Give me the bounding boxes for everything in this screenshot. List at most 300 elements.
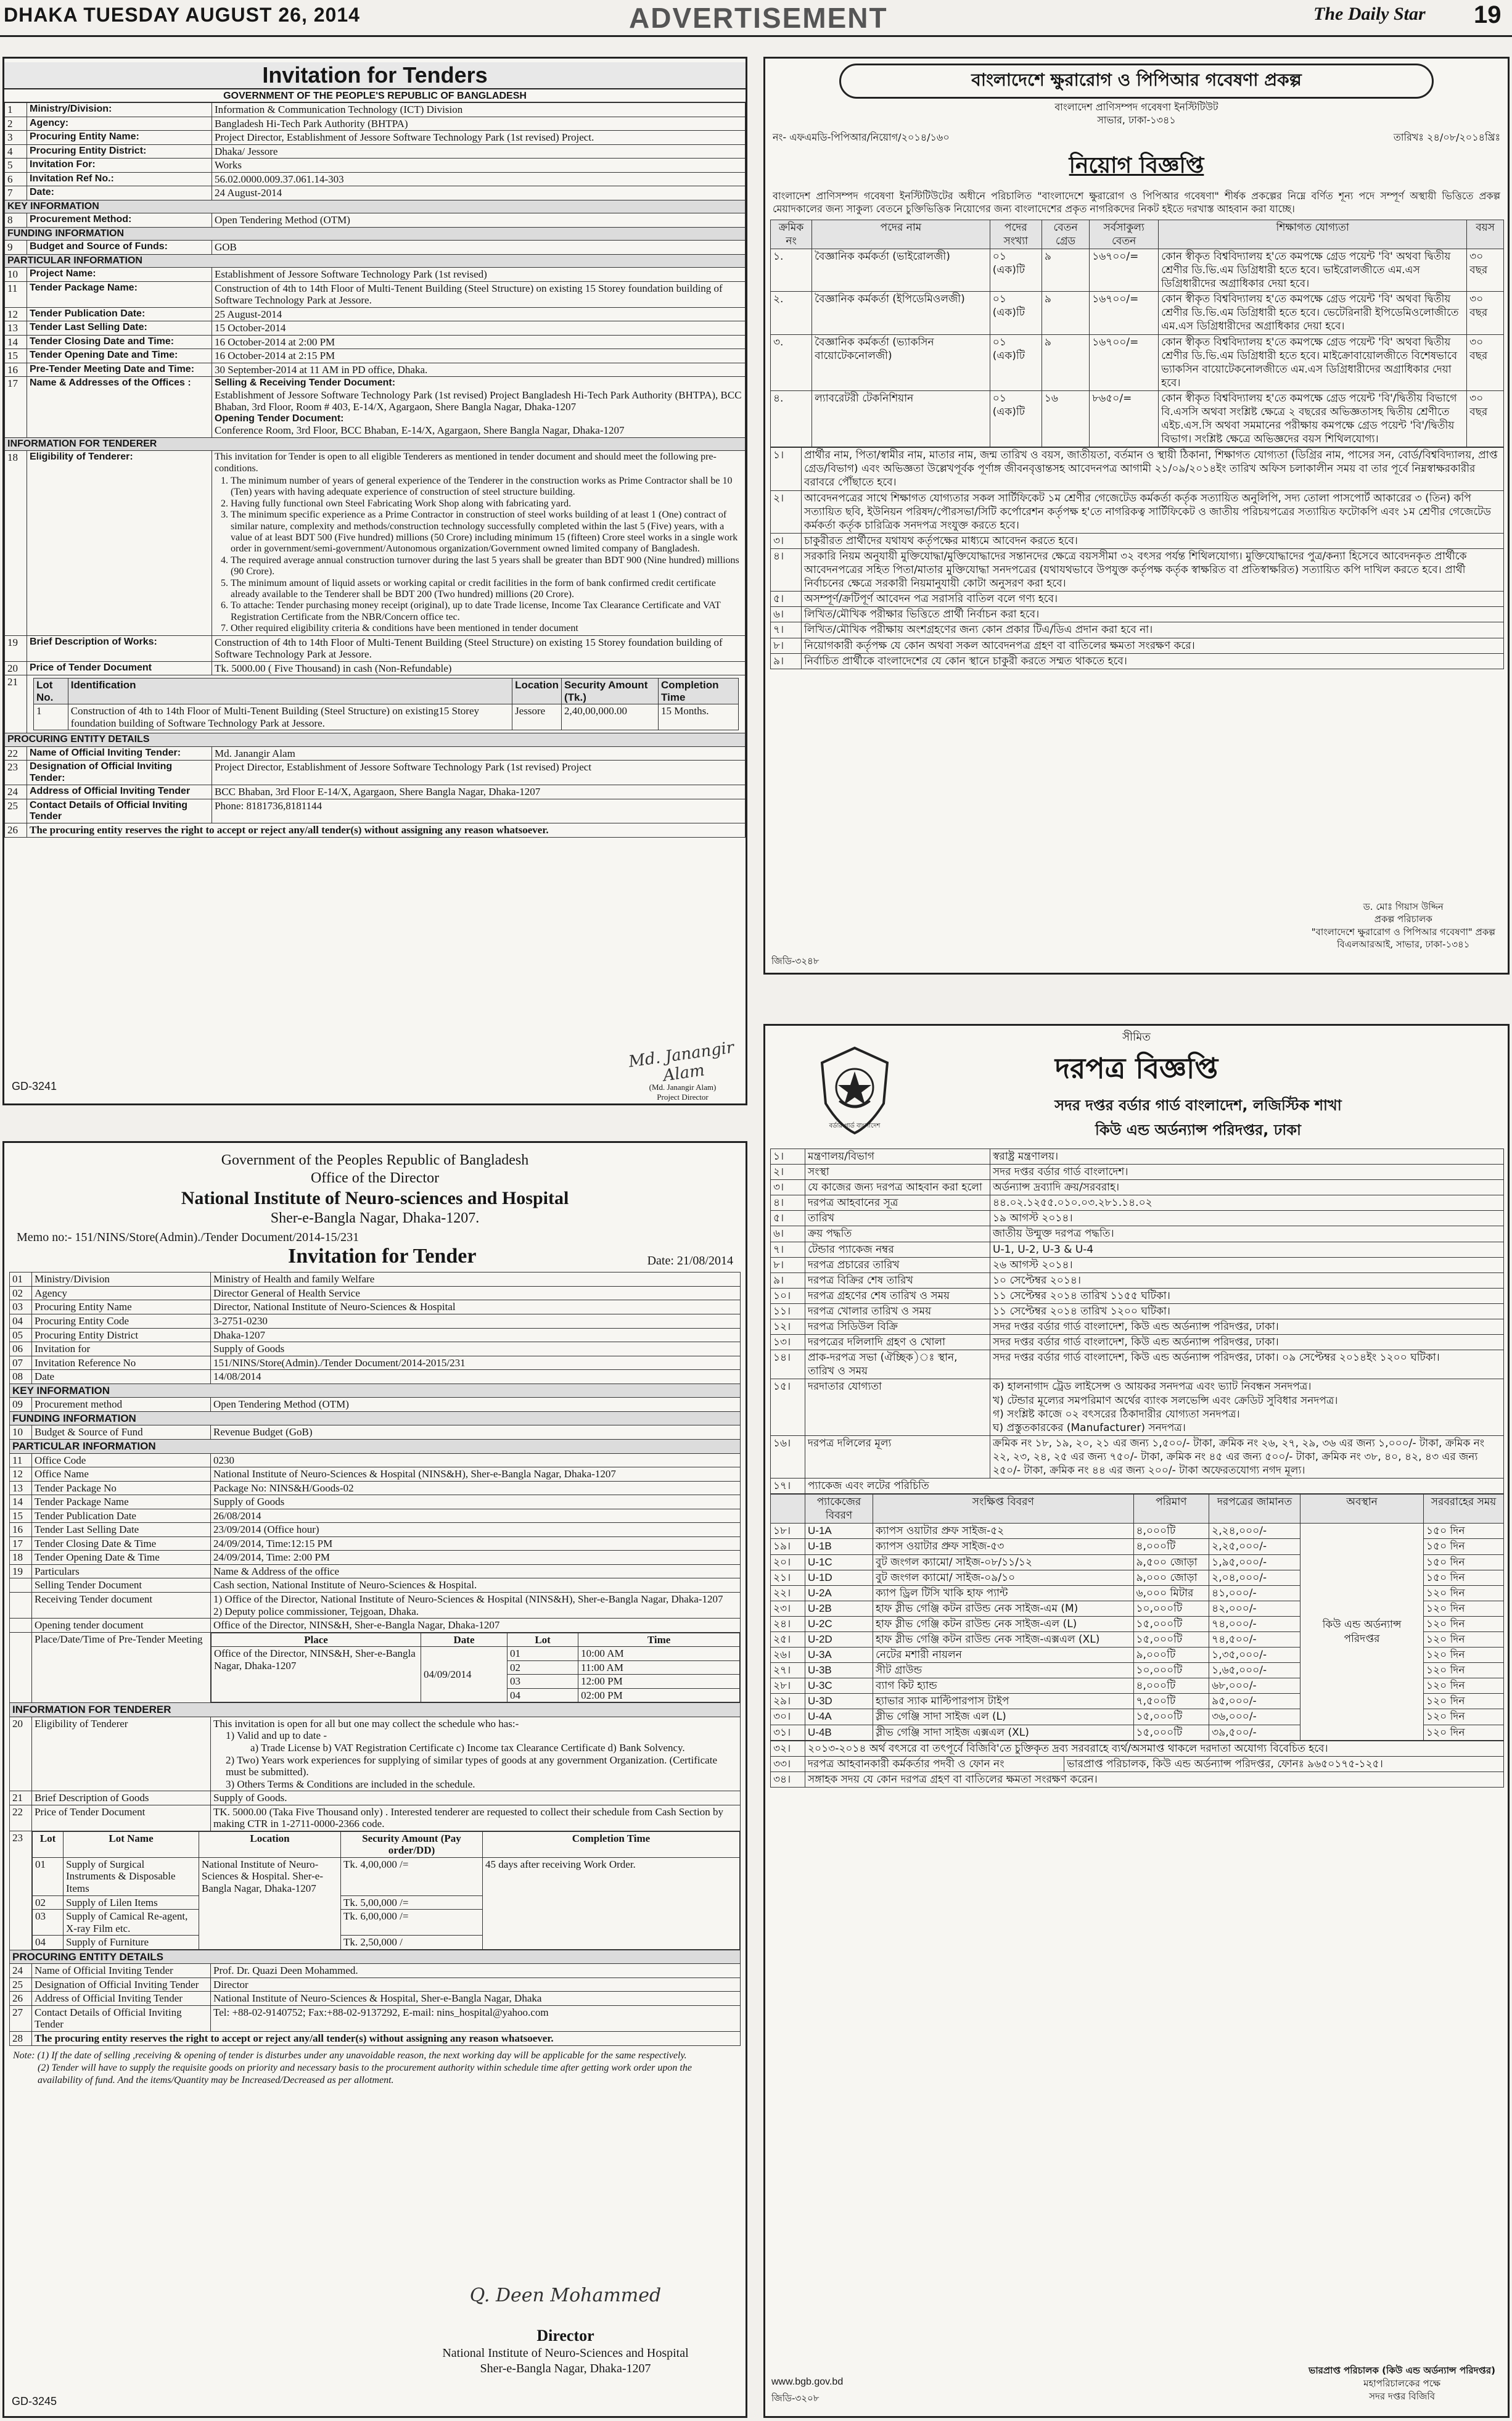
item-description: স্লীভ গেঞ্জি সাদা সাইজ এল (L)	[873, 1709, 1134, 1725]
table-row	[771, 292, 1504, 334]
item-security: ৬৮,০০০/-	[1209, 1678, 1300, 1694]
row-value: BCC Bhaban, 3rd Floor E-14/X, Agargaon, Shere Bangla Nagar, Dhaka-1207	[212, 785, 746, 799]
row-label: Office Name	[32, 1467, 211, 1482]
row-value: 24/09/2014, Time: 2:00 PM	[211, 1551, 741, 1565]
item-description: ক্যাপস ওয়াটার প্রুফ সাইজ-৫৩	[873, 1539, 1134, 1554]
table-row	[5, 103, 746, 117]
delivery-time: ১২০ দিন	[1424, 1725, 1504, 1740]
row-label: Pre-Tender Meeting Date and Time:	[27, 363, 212, 377]
row-number: 9	[5, 241, 27, 255]
lot-cell: 2,40,00,000.00	[561, 704, 658, 730]
row-label: Tender Publication Date:	[27, 307, 212, 321]
table-row	[5, 661, 746, 675]
ad-title: Invitation for Tender	[288, 1245, 477, 1268]
post-cell: ০১ (এক)টি	[990, 390, 1042, 447]
row-number: ১৩।	[771, 1335, 805, 1350]
row-label: Address of Official Inviting Tender	[27, 785, 212, 799]
post-cell: ০১ (এক)টি	[990, 334, 1042, 390]
item-security: ৭৪,৫০০/-	[1209, 1632, 1300, 1648]
package-code: U-1A	[805, 1524, 873, 1539]
row-number: 15	[5, 349, 27, 363]
delivery-time: ১২০ দিন	[1424, 1694, 1504, 1709]
row-number: 20	[5, 661, 27, 675]
item-description: হাফ স্লীভ গেঞ্জি কটন রাউন্ড নেক সাইজ-এক্সএল (XL)	[873, 1632, 1134, 1648]
condition-number: ৮।	[771, 638, 802, 653]
table-row	[771, 1288, 1504, 1303]
row-value: 24 August-2014	[212, 186, 746, 200]
row-text: ২০১৩-২০১৪ অর্থ বৎসরে বা তৎপূর্বে বিজিবি'তে চুক্তিকৃত দ্রব্য সরবরাহে ব্যর্থ/অসমাপ্ত থাকলে দরদাতা অযোগ্য বিবেচিত হবে।	[805, 1741, 1504, 1756]
item-quantity: ৪,০০০টি	[1133, 1539, 1209, 1554]
post-cell: ৩০ বছর	[1467, 390, 1504, 447]
table-row	[10, 1992, 741, 2006]
column-header: Place	[212, 1633, 421, 1647]
condition-row	[771, 490, 1504, 533]
section-header: KEY INFORMATION	[5, 200, 746, 213]
table-row: 21 Lot No. Identification Location Security Amount (Tk.) Completion Time 1 Construction of 4th to 14th Floor of Multi-Tenent Building (Steel Structure) on existing15 Storey foundation building of Software Technology Park at Jessore. Jessore 2,40,00,000.00 15 Months.	[5, 675, 746, 733]
signature-block: ভারপ্রাপ্ত পরিচালক (কিউ এন্ড অর্ডন্যান্স পরিদপ্তর) মহাপরিচালকের পক্ষে সদর দপ্তর বিজিবি	[1309, 2365, 1495, 2402]
column-header: Date	[421, 1633, 507, 1647]
row-number: 24	[10, 1964, 32, 1978]
post-cell: বৈজ্ঞানিক কর্মকর্তা (ইপিডেমিওলজী)	[812, 292, 990, 334]
row-number: 11	[10, 1453, 32, 1467]
ad-code: GD-3245	[12, 2395, 57, 2407]
table-row	[5, 213, 746, 228]
lot-cell: Jessore	[512, 704, 562, 730]
row-value: 56.02.0000.009.37.061.14-303	[212, 172, 746, 186]
row-number: 14	[10, 1495, 32, 1509]
note-2: (2) Tender will have to supply the requisite goods on priority and necessary basis to the procurement authority within schedule time after getting work order upon the availability of fund. And the items/Quantity may be Increased/Decreased as per allotment.	[38, 2062, 692, 2085]
row-label: Tender Opening Date and Time:	[27, 349, 212, 363]
conditions-table	[770, 447, 1504, 669]
row-number: 25	[10, 1978, 32, 1992]
row-number: ২৯।	[771, 1694, 805, 1709]
row-number: 1	[5, 103, 27, 117]
row-number: 27	[10, 2005, 32, 2031]
table-row	[10, 1342, 741, 1356]
row-value: National Institute of Neuro-Sciences & Hospital, Sher-e-Bangla Nagar, Dhaka	[211, 1992, 741, 2006]
row-label: Tender Publication Date	[32, 1509, 211, 1523]
row-label: Office Code	[32, 1453, 211, 1467]
table-row	[771, 1335, 1504, 1350]
condition-text: নির্বাচিত প্রার্থীকে বাংলাদেশের যে কোন স্থানে চাকুরী করতে সম্মত থাকতে হবে।	[802, 653, 1504, 669]
table-row	[10, 1509, 741, 1523]
row-number: 21	[10, 1791, 32, 1805]
row-number: 13	[10, 1481, 32, 1495]
memo-number: নং- এফএমডি-পিপিআর/নিয়োগ/২০১৪/১৬০	[773, 131, 950, 143]
column-header: Lot No.	[34, 678, 68, 704]
post-cell: ১৬৭০০/=	[1090, 334, 1159, 390]
row-number: 09	[10, 1398, 32, 1412]
row-value: Phone: 8181736,8181144	[212, 799, 746, 823]
institute-name: National Institute of Neuro-sciences and Hospital	[181, 1187, 569, 1208]
row-value: GOB	[212, 241, 746, 255]
table-row	[10, 1356, 741, 1370]
delivery-location: কিউ এন্ড অর্ডন্যান্স পরিদপ্তর	[1300, 1524, 1424, 1740]
item-quantity: ৯,০০০ জোড়া	[1133, 1570, 1209, 1585]
table-row	[771, 1257, 1504, 1272]
items-table	[770, 1494, 1504, 1741]
row-label: তারিখ	[805, 1211, 990, 1226]
item-quantity: ৪,০০০টি	[1133, 1678, 1209, 1694]
row-value: ভারপ্রাপ্ত পরিচালক, কিউ এন্ড অর্ডন্যান্স পরিদপ্তর, ফোনঃ ৯৬৫০১৭৫-১২৫।	[1064, 1756, 1504, 1771]
row-label: Budget and Source of Funds:	[27, 241, 212, 255]
table-row	[5, 335, 746, 349]
row-value: অর্ডন্যান্স দ্রব্যাদি ক্রয়/সরবরাহ।	[990, 1180, 1504, 1195]
row-value: জাতীয় উন্মুক্ত দরপত্র পদ্ধতি।	[990, 1226, 1504, 1242]
table-row	[5, 186, 746, 200]
item-quantity: ৪,০০০টি	[1133, 1524, 1209, 1539]
row-number: ৩১।	[771, 1725, 805, 1740]
post-cell: ৯	[1042, 334, 1089, 390]
row-value: Project Director, Establishment of Jessore Software Technology Park (1st revised) Project	[212, 761, 746, 785]
condition-text: প্রার্থীর নাম, পিতা/স্বামীর নাম, মাতার নাম, জন্ম তারিখ ও বয়স, জাতীয়তা, বর্তমান ও স্থায়ী ঠিকানা, শিক্ষাগত যোগ্যতা (ডিগ্রির নাম, পাসের সন, বোর্ড/বিশ্ববিদ্যালয়, প্রাপ্ত গ্রেড/বিভাগ) এবং অভিজ্ঞতা উল্লেখপূর্বক পূর্ণাঙ্গ জীবনবৃত্তান্তসহ আবেদনপত্র আগামী ২১/০৯/২০১৪ইং তারিখ অফিস চলাকালীন সময় বা তার পূর্বে নিম্নস্বাক্ষরকারীর বরাবরে পৌঁছাতে হবে।	[802, 448, 1504, 490]
item-description: স্লীভ গেঞ্জি সাদা সাইজ এক্সএল (XL)	[873, 1725, 1134, 1740]
row-number: ২৩।	[771, 1601, 805, 1616]
table-row	[5, 321, 746, 336]
table-row	[771, 1165, 1504, 1180]
item-security: ১,৯৫,০০০/-	[1209, 1554, 1300, 1570]
condition-row	[771, 533, 1504, 548]
delivery-time: ১৫০ দিন	[1424, 1570, 1504, 1585]
column-header: Lot	[507, 1633, 578, 1647]
row-number: 7	[5, 186, 27, 200]
lot-table: Lot Lot Name Location Security Amount (Pay order/DD) Completion Time 01 Supply of Surgical Instruments & Disposable Items National Institute of Neuro-Sciences & Hospital. Sher-e-Bangla Nagar, Dhaka-1207 Tk. 4,00,000 /= 45 days after receiving Work Order. 02 Supply of Lilen Items Tk. 5,00,000 /= 03 Supply of Camical Re-agent, X-ray Film etc. Tk. 6,00,000 /= 04 Supply of Furniture Tk. 2,50,000 /	[32, 1831, 740, 1950]
row-value: 0230	[211, 1453, 741, 1467]
condition-row	[771, 638, 1504, 653]
tender-table: 01 Ministry/Division Ministry of Health and family Welfare 02 Agency Director General of Health Service 03 Procuring Entity Name Director, National Institute of Neuro-Sciences & Hospital 04 Procuring Entity Code 3-2751-0230 05 Procuring Entity District Dhaka-1207 06 Invitation for Supply of Goods 07 Invitation Reference No 151/NINS/Store(Admin)./Tender Document/2014-2015/231 08 Date 14/08/2014 KEY INFORMATION 09 Procurement method Open Tendering Method (OTM) FUNDING INFORMATION 10 Budget & Source of Fund Revenue Budget (GoB) PARTICULAR INFORMATION 11 Office Code 0230 12 Office Name National Institute of Neuro-Sciences & Hospital (NINS&H), Sher-e-Bangla Nagar, Dhaka-1207 13 Tender Package No Package No: NINS&H/Goods-02 14 Tender Package Name Supply of Goods 15 Tender Publication Date 26/08/2014 16 Tender Last Selling Date 23/09/2014 (Office hour) 17 Tender Closing Date & Time 24/09/2014, Time:12:15 PM 18 Tender Opening Date & Time 24/09/2014, Time: 2:00 PM 19 Particulars Name & Address of the office Selling Tender Document Cash section, National Institute of Neuro-Sciences & Hospital. Receiving Tender document 1) Office of the Director, National Institute of Neuro-Sciences & Hospital (NINS&H), Sher-e-Bangla Nagar, Dhaka-1207 2) Deputy police commissioner, Tejgoan, Dhaka. Opening tender document Office of the Director, NINS&H, Sher-e-Bangla Nagar, Dhaka-1207 Place/Date/Time of Pre-Tender Meeting Place Date Lot Time Office of the Director, NINS&H, Sher-e-Bangla Nagar, Dhaka-1207 04/09/2014 01 10:00 AM 02 11:00 AM 03 12:00 PM 04 02:00 PM INFORMATION FOR TENDERER 20 Eligibility of Tenderer This invitation is open for all but one may collect the schedule who has:- 1) Valid and up to date - a) Trade License b) VAT Registration Certificate c) Income tax Clearance Certificate d) Bank Solvency. 2) Two) Years work experiences for supplying of similar types of goods at any government Organization. (Certificate must be submitted). 3) Others Terms & Conditions are included in the schedule. 21 Brief Description of Goods Supply of Goods. 22 Price of Tender Document TK. 5000.00 (Taka Five Thousand only) . Interested tenderer are requested to collect their schedule from Cash Section by making CTR in 1-2711-0000-2366 code. 23 Lot Lot Name Location Security Amount (Pay order/DD) Completion Time 01 Supply of Surgical Instruments & Disposable Items National Institute of Neuro-Sciences & Hospital. Sher-e-Bangla Nagar, Dhaka-1207 Tk. 4,00,000 /= 45 days after receiving Work Order. 02 Supply of Lilen Items Tk. 5,00,000 /= 03 Supply of Camical Re-agent, X-ray Film etc. Tk. 6,00,000 /= 04 Supply of Furniture Tk. 2,50,000 / PROCURING ENTITY DETAILS 24 Name of Official Inviting Tender Prof. Dr. Quazi Deen Mohammed. 25 Designation of Official Inviting Tender Director 26 Address of Official Inviting Tender National Institute of Neuro-Sciences & Hospital, Sher-e-Bangla Nagar, Dhaka 27 Contact Details of Official Inviting Tender Tel: +88-02-9140752; Fax:+88-02-9137292, E-mail: nins_hospital@yahoo.com 28 The procuring entity reserves the right to accept or reject any/all tender(s) without assigning any reason whatsoever.	[9, 1272, 741, 2045]
item-description: নেটের মশারী নায়লন	[873, 1648, 1134, 1663]
row-label: Agency	[32, 1286, 211, 1300]
row-label: Contact Details of Official Inviting Tender	[32, 2005, 211, 2031]
eligibility-item: 1. The minimum number of years of general experience of the Tenderer in the construction works as Prime Contractor shall be 10 (Ten) years with having adequate experience of construction of steel structure building.	[231, 476, 742, 498]
column-header: Security Amount (Pay order/DD)	[341, 1831, 483, 1857]
row-number: ১৪।	[771, 1350, 805, 1379]
package-code: U-4A	[805, 1709, 873, 1725]
post-cell: ৩০ বছর	[1467, 292, 1504, 334]
table-row	[10, 1964, 741, 1978]
table-row: 17 Name & Addresses of the Offices : Selling & Receiving Tender Document: Establishment of Jessore Software Technology Park (1st revised) Project Bangladesh Hi-Tech Park Authority (BHTPA), BCC Bhaban, 3rd Floor, Room # 403, E-14/X, Agargaon, Shere Bangla Nagar, Dhaka-1207 Opening Tender Document: Conference Room, 3rd Floor, BCC Bhaban, E-14/X, Agargaon, Shere Bangla Nagar, Dhaka-1207	[5, 377, 746, 437]
column-header: পদের সংখ্যা	[990, 220, 1042, 249]
row-number: ২০।	[771, 1554, 805, 1570]
delivery-time: ১২০ দিন	[1424, 1585, 1504, 1601]
row-label: Invitation Ref No.:	[27, 172, 212, 186]
row-value: ১৯ আগস্ট ২০১৪।	[990, 1211, 1504, 1226]
row-label: টেন্ডার প্যাকেজ নম্বর	[805, 1242, 990, 1257]
post-cell: ৮৬৫০/=	[1090, 390, 1159, 447]
delivery-time: ১২০ দিন	[1424, 1601, 1504, 1616]
row-number: ১৮।	[771, 1524, 805, 1539]
column-header: Identification	[68, 678, 512, 704]
row-value: 16 October-2014 at 2:15 PM	[212, 349, 746, 363]
row-label: Tender Package Name:	[27, 281, 212, 307]
posts-table	[770, 220, 1504, 448]
table-row	[5, 144, 746, 159]
row-number: ১৯।	[771, 1539, 805, 1554]
row-number: 14	[5, 335, 27, 349]
row-label: দরপত্র গ্রহণের শেষ তারিখ ও সময়	[805, 1288, 990, 1303]
row-value: Md. Janangir Alam	[212, 746, 746, 761]
condition-number: ৩।	[771, 533, 802, 548]
column-header	[771, 1495, 805, 1524]
table-row	[771, 1319, 1504, 1335]
row-value: 24/09/2014, Time:12:15 PM	[211, 1536, 741, 1551]
row-label: যে কাজের জন্য দরপত্র আহবান করা হলো	[805, 1180, 990, 1195]
row-value: Works	[212, 159, 746, 173]
table-row	[5, 241, 746, 255]
table-row	[771, 1303, 1504, 1319]
row-value: TK. 5000.00 (Taka Five Thousand only) . Interested tenderer are requested to collect their schedule from Cash Section by making CTR in 1-2711-0000-2366 code.	[211, 1805, 741, 1831]
row-label: দরপত্র প্রচারের তারিখ	[805, 1257, 990, 1272]
table-row	[771, 1771, 1504, 1787]
row-value: সদর দপ্তর বর্ডার গার্ড বাংলাদেশ, কিউ এন্ড অর্ডন্যান্স পরিদপ্তর, ঢাকা।	[990, 1335, 1504, 1350]
table-row	[771, 334, 1504, 390]
table-row	[5, 363, 746, 377]
column-header: সর্বসাকুল্য বেতন	[1090, 220, 1159, 249]
row-label: ক্রয় পদ্ধতি	[805, 1226, 990, 1242]
row-label: Procuring Entity District	[32, 1328, 211, 1342]
section-header: INFORMATION FOR TENDERER	[5, 437, 746, 450]
item-security: ২,০৪,০০০/-	[1209, 1570, 1300, 1585]
signature: Md. Janangir Alam	[627, 1038, 736, 1086]
package-code: U-2C	[805, 1616, 873, 1631]
item-description: হাফ স্লীভ গেঞ্জি কটন রাউন্ড নেক সাইজ-এম (M)	[873, 1601, 1134, 1616]
row-value: 3-2751-0230	[211, 1314, 741, 1329]
column-header: ক্রমিক নং	[771, 220, 812, 249]
item-row	[771, 1524, 1504, 1539]
table-row	[10, 1791, 741, 1805]
delivery-time: ১২০ দিন	[1424, 1632, 1504, 1648]
table-row	[771, 1350, 1504, 1379]
row-label: মন্ত্রণালয়/বিভাগ	[805, 1149, 990, 1165]
row-label: Name of Official Inviting Tender	[32, 1964, 211, 1978]
row-number: 4	[5, 144, 27, 159]
column-header: Location	[199, 1831, 341, 1857]
package-code: U-3D	[805, 1694, 873, 1709]
item-security: ৪১,০০০/-	[1209, 1585, 1300, 1601]
column-header: Time	[578, 1633, 740, 1647]
row-number: ৮।	[771, 1257, 805, 1272]
lot-cell: 1	[34, 704, 68, 730]
table-row	[5, 761, 746, 785]
row-value: Tel: +88-02-9140752; Fax:+88-02-9137292, E-mail: nins_hospital@yahoo.com	[211, 2005, 741, 2031]
ad-subtitle-1: সদর দপ্তর বর্ডার গার্ড বাংলাদেশ, লজিস্টিক শাখা	[1054, 1097, 1342, 1114]
package-code: U-1C	[805, 1554, 873, 1570]
row-number: ৩২।	[771, 1741, 805, 1756]
column-header: শিক্ষাগত যোগ্যতা	[1159, 220, 1467, 249]
table-row	[10, 1453, 741, 1467]
table-row	[10, 1495, 741, 1509]
lot-cell: 15 Months.	[659, 704, 739, 730]
row-value: Construction of 4th to 14th Floor of Multi-Tenent Building (Steel Structure) on existing 15 Storey foundation building of Software Technology Park at Jessore.	[212, 281, 746, 307]
ad-title: দরপত্র বিজ্ঞপ্তি	[1054, 1052, 1218, 1085]
section-header: PARTICULAR INFORMATION	[5, 254, 746, 267]
ad-code: GD-3241	[12, 1080, 57, 1092]
memo-date: Date: 21/08/2014	[647, 1254, 733, 1268]
row-number: 22	[5, 746, 27, 761]
post-cell: কোন স্বীকৃত বিশ্ববিদ্যালয় হ'তে কমপক্ষে গ্রেড পয়েন্ট 'বি' অথবা দ্বিতীয় শ্রেণীর ডি.ভি.এম ডিগ্রিধারী হতে হবে। ভেটেরিনারী ইপিডেমিওলোজীতে এম.এস ডিগ্রিধারীদের অগ্রাধিকার দেয়া হবে।	[1159, 292, 1467, 334]
row-label: Procurement method	[32, 1398, 211, 1412]
eligibility-item: 4. The required average annual construction turnover during the last 5 years shall be greater than BDT 900 (Nine hundred) millions (90 Crore).	[231, 555, 742, 578]
post-cell: ল্যাবরেটরী টেকনিশিয়ান	[812, 390, 990, 447]
row-number: ২৬।	[771, 1648, 805, 1663]
row-number: ৩৪।	[771, 1771, 805, 1787]
row-value: Ministry of Health and family Welfare	[211, 1272, 741, 1287]
condition-row	[771, 448, 1504, 490]
item-security: ৩৬,০০০/-	[1209, 1709, 1300, 1725]
condition-row	[771, 607, 1504, 622]
row-number: ২৫।	[771, 1632, 805, 1648]
table-row	[10, 1300, 741, 1314]
row-value: ১০ সেপ্টেম্বর ২০১৪।	[990, 1272, 1504, 1288]
row-value: Revenue Budget (GoB)	[211, 1425, 741, 1440]
row-value: ১১ সেপ্টেম্বর ২০১৪ তারিখ ১১৫৫ ঘটিকা।	[990, 1288, 1504, 1303]
row-number: 16	[10, 1523, 32, 1537]
table-row	[10, 1978, 741, 1992]
table-row	[10, 1370, 741, 1384]
tender-table: ১। মন্ত্রণালয়/বিভাগ স্বরাষ্ট্র মন্ত্রণালয়। ২। সংস্থা সদর দপ্তর বর্ডার গার্ড বাংলাদেশ। ৩। যে কাজের জন্য দরপত্র আহবান করা হলো অর্ডন্যান্স দ্রব্যাদি ক্রয়/সরবরাহ। ৪। দরপত্র আহবানের সূত্র ৪৪.০২.১২৫৫.০১০.০৩.২৮১.১৪.০২ ৫। তারিখ ১৯ আগস্ট ২০১৪। ৬। ক্রয় পদ্ধতি জাতীয় উন্মুক্ত দরপত্র পদ্ধতি। ৭। টেন্ডার প্যাকেজ নম্বর U-1, U-2, U-3 & U-4 ৮। দরপত্র প্রচারের তারিখ ২৬ আগস্ট ২০১৪। ৯। দরপত্র বিক্রির শেষ তারিখ ১০ সেপ্টেম্বর ২০১৪। ১০। দরপত্র গ্রহণের শেষ তারিখ ও সময় ১১ সেপ্টেম্বর ২০১৪ তারিখ ১১৫৫ ঘটিকা। ১১। দরপত্র খোলার তারিখ ও সময় ১১ সেপ্টেম্বর ২০১৪ তারিখ ১২০০ ঘটিকা। ১২। দরপত্র সিডিউল বিক্রি সদর দপ্তর বর্ডার গার্ড বাংলাদেশ, কিউ এন্ড অর্ডন্যান্স পরিদপ্তর, ঢাকা। ১৩। দরপত্রের দলিলাদি গ্রহণ ও খোলা সদর দপ্তর বর্ডার গার্ড বাংলাদেশ, কিউ এন্ড অর্ডন্যান্স পরিদপ্তর, ঢাকা। ১৪। প্রাক-দরপত্র সভা (ঐচ্ছিক)ঃ স্থান, তারিখ ও সময় সদর দপ্তর বর্ডার গার্ড বাংলাদেশ, কিউ এন্ড অর্ডন্যান্স পরিদপ্তর, ঢাকা। ০৯ সেপ্টেম্বর ২০১৪ইং ১২০০ ঘটিকা। ১৫। দরদাতার যোগ্যতা ক) হালনাগাদ ট্রেড লাইসেন্স ও আয়কর সনদপত্র এবং ভ্যাট নিবন্ধন সনদপত্র। খ) টেন্ডার মূল্যের সমপরিমাণ অর্থের ব্যাংক সলভেন্সি এবং ক্রেডিট সুবিধার সনদপত্র। গ) সংশ্লিষ্ট কাজে ০২ বৎসরের ঠিকাদারীর যোগ্যতা সনদপত্র। ঘ) প্রস্তুতকারকের (Manufacturer) সনদপত্র। ১৬। দরপত্র দলিলের মূল্য ক্রমিক নং ১৮, ১৯, ২০, ২১ এর জন্য ১,৫০০/- টাকা, ক্রমিক নং ২৬, ২৭, ২৯, ৩৬ এর জন্য ১,০০০/- টাকা, ক্রমিক নং ২২, ২৩, ২৪, ২৫ এর জন্য ৭৫০/- টাকা, ক্রমিক নং ৪৫ এর জন্য ৫০০/- টাকা, ক্রমিক নং ৩৮, ৪০, ৪২, ৪৩ এর জন্য ২৫০/- টাকা, ক্রমিক নং ৪৪ এর জন্য ২০০/- টাকা অফেরতযোগ্য নগদ মূল্য। ১৭। প্যাকেজ এবং লটের পরিচিতি	[770, 1149, 1504, 1494]
row-value: Package No: NINS&H/Goods-02	[211, 1481, 741, 1495]
row-label: Project Name:	[27, 268, 212, 282]
table-row	[5, 117, 746, 131]
delivery-time: ১২০ দিন	[1424, 1616, 1504, 1631]
row-text: সঙ্গাহক সদয় যে কোন দরপত্র গ্রহণ বা বাতিলের ক্ষমতা সংরক্ষণ করেন।	[805, 1771, 1504, 1787]
recruitment-ad: বাংলাদেশে ক্ষুরারোগ ও পিপিআর গবেষণা প্রকল্প বাংলাদেশ প্রাণিসম্পদ গবেষণা ইনস্টিটিউট সাভার, ঢাকা-১৩৪১ নং- এফএমডি-পিপিআর/নিয়োগ/২০১৪/১৬০ তারিখঃ ২৪/০৮/২০১৪খ্রিঃ নিয়োগ বিজ্ঞপ্তি বাংলাদেশ প্রাণিসম্পদ গবেষণা ইনস্টিটিউটের অধীনে পরিচালিত "বাংলাদেশে ক্ষুরারোগ ও পিপিআর গবেষণা" শীর্ষক প্রকল্পের নিম্নে বর্ণিত শূন্য পদে সম্পূর্ণ অস্থায়ী ভিত্তিতে প্রকল্প মেয়াদকালের জন্য সাকুল্য বেতনে চুক্তিভিত্তিক নিয়োগের জন্য বাংলাদেশের প্রকৃত নাগরিকদের নিকট হইতে দরখাস্ত আহবান করা যাচ্ছে। ক্রমিক নং পদের নাম পদের সংখ্যা বেতন গ্রেড সর্বসাকুল্য বেতন শিক্ষাগত যোগ্যতা বয়স ১. বৈজ্ঞানিক কর্মকর্তা (ভাইরোলজী) ০১ (এক)টি ৯ ১৬৭০০/= কোন স্বীকৃত বিশ্ববিদ্যালয় হ'তে কমপক্ষে গ্রেড পয়েন্ট 'বি' অথবা দ্বিতীয় শ্রেণীর ডি.ভি.এম ডিগ্রিধারী হতে হবে। ভাইরোলজীতে এম.এস ডিগ্রিধারীদের অগ্রাধিকার দেয়া হবে। ৩০ বছর ২. বৈজ্ঞানিক কর্মকর্তা (ইপিডেমিওলজী) ০১ (এক)টি ৯ ১৬৭০০/= কোন স্বীকৃত বিশ্ববিদ্যালয় হ'তে কমপক্ষে গ্রেড পয়েন্ট 'বি' অথবা দ্বিতীয় শ্রেণীর ডি.ভি.এম ডিগ্রিধারী হতে হবে। ভেটেরিনারী ইপিডেমিওলোজীতে এম.এস ডিগ্রিধারীদের অগ্রাধিকার দেয়া হবে। ৩০ বছর ৩. বৈজ্ঞানিক কর্মকর্তা (ভ্যাকসিন বায়োটেকনোলজী) ০১ (এক)টি ৯ ১৬৭০০/= কোন স্বীকৃত বিশ্ববিদ্যালয় হ'তে কমপক্ষে গ্রেড পয়েন্ট 'বি' অথবা দ্বিতীয় শ্রেণীর ডি.ভি.এম ডিগ্রিধারী হতে হবে। মাইক্রোবায়োলজীতে বিশেষভাবে ভ্যাকসিন বায়োটেকনোলজীতে এম.এস ডিগ্রিধারীদের অগ্রাধিকার দেয়া হবে। ৩০ বছর ৪. ল্যাবরেটরী টেকনিশিয়ান ০১ (এক)টি ১৬ ৮৬৫০/= কোন স্বীকৃত বিশ্ববিদ্যালয় হ'তে কমপক্ষে গ্রেড পয়েন্ট 'বি'/দ্বিতীয় বিভাগে বি.এসসি অথবা সংশ্লিষ্ট ক্ষেত্রে ২ বছরের অভিজ্ঞতাসহ দ্বিতীয় শ্রেণীতে এইচ.এস.সি অথবা সমমানের পরীক্ষায় কমপক্ষে গ্রেড পয়েন্ট 'বি'/দ্বিতীয় বিভাগ। সংশ্লিষ্ট ক্ষেত্রে অভিজ্ঞদের বয়স শিথিলযোগ্য। ৩০ বছর ১। প্রার্থীর নাম, পিতা/স্বামীর নাম, মাতার নাম, জন্ম তারিখ ও বয়স, জাতীয়তা, বর্তমান ও স্থায়ী ঠিকানা, শিক্ষাগত যোগ্যতা (ডিগ্রির নাম, পাসের সন, বোর্ড/বিশ্ববিদ্যালয়, প্রাপ্ত গ্রেড/বিভাগ) এবং অভিজ্ঞতা উল্লেখপূর্বক পূর্ণাঙ্গ জীবনবৃত্তান্তসহ আবেদনপত্র আগামী ২১/০৯/২০১৪ইং তারিখ অফিস চলাকালীন সময় বা তার পূর্বে নিম্নস্বাক্ষরকারীর বরাবরে পৌঁছাতে হবে। ২। আবেদনপত্রের সাথে শিক্ষাগত যোগ্যতার সকল সার্টিফিকেট ১ম শ্রেণীর গেজেটেড কর্মকর্তা কর্তৃক সত্যায়িত অনুলিপি, সদ্য তোলা পাসপোর্ট আকারের ৩ (তিন) কপি সত্যায়িত ছবি, ইউনিয়ন পরিষদ/পৌরসভা/সিটি কর্পোরেশন কর্তৃপক্ষ হ'তে নাগরিকত্ব সার্টিফিকেট ও জাতীয় পরিচয়পত্রের সত্যায়িত ফটোকপি এবং ১ম শ্রেণীর গেজেটেড কর্মকর্তা কর্তৃক চারিত্রিক সনদপত্র সংযুক্ত করতে হবে। ৩। চাকুরীরত প্রার্থীদের যথাযথ কর্তৃপক্ষের মাধ্যমে আবেদন করতে হবে। ৪। সরকারি নিয়ম অনুযায়ী মুক্তিযোদ্ধা/মুক্তিযোদ্ধাদের সন্তানদের ক্ষেত্রে বয়সসীমা ৩২ বৎসর পর্যন্ত শিথিলযোগ্য। মুক্তিযোদ্ধাদের পুত্র/কন্যা হিসেবে আবেদনকৃত প্রার্থীকে আবেদনপত্রের সহিত পিতা/মাতার মুক্তিযোদ্ধা সনদপত্রের (যথাযথভাবে উপযুক্ত কর্তৃপক্ষ কর্তৃক স্বাক্ষরিত বা প্রতিস্বাক্ষরিত) সত্যায়িত কপি দাখিল করতে হবে। প্রার্থী নির্বাচনের ক্ষেত্রে সরকারী নিয়মানুযায়ী কোটা অনুসরণ করা হবে। ৫। অসম্পূর্ণ/ক্রটিপূর্ণ আবেদন পত্র সরাসরি বাতিল বলে গণ্য হবে। ৬। লিখিত/মৌখিক পরীক্ষার ভিত্তিতে প্রার্থী নির্বাচন করা হবে। ৭। লিখিত/মৌখিক পরীক্ষায় অংশগ্রহণের জন্য কোন প্রকার টিএ/ডিএ প্রদান করা হবে না। ৮। নিয়োগকারী কর্তৃপক্ষ যে কোন অথবা সকল আবেদনপত্র গ্রহণ বা বাতিলের ক্ষমতা সংরক্ষণ করে। ৯। নির্বাচিত প্রার্থীকে বাংলাদেশের যে কোন স্থানে চাকুরী করতে সম্মত থাকতে হবে। ড. মোঃ গিয়াস উদ্দিন প্রকল্প পরিচালক "বাংলাদেশে ক্ষুরারোগ ও পিপিআর গবেষণা" প্রকল্প বিএলআরআই, সাভার, ঢাকা-১৩৪১ জিডি-৩২৪৮	[763, 57, 1510, 975]
column-header: Lot	[33, 1831, 64, 1857]
row-label: Name of Official Inviting Tender:	[27, 746, 212, 761]
qualification-item: গ) সংশ্লিষ্ট কাজে ০২ বৎসরের ঠিকাদারীর যোগ্যতা সনদপত্র।	[993, 1408, 1240, 1421]
row-number: 07	[10, 1356, 32, 1370]
item-quantity: ৬,০০০ মিটার	[1133, 1585, 1209, 1601]
table-row	[10, 1805, 741, 1831]
table-row	[5, 159, 746, 173]
lot-cell: Construction of 4th to 14th Floor of Multi-Tenent Building (Steel Structure) on existing15 Storey foundation building of Software Technology Park at Jessore.	[68, 704, 512, 730]
row-number: 08	[10, 1370, 32, 1384]
row-label: Designation of Official Inviting Tender	[32, 1978, 211, 1992]
row-number: 01	[10, 1272, 32, 1287]
row-number: ১২।	[771, 1319, 805, 1335]
row-value: 15 October-2014	[212, 321, 746, 336]
row-number: ১।	[771, 1149, 805, 1165]
row-value: Establishment of Jessore Software Technology Park (1st revised)	[212, 268, 746, 282]
row-number: ২।	[771, 1165, 805, 1180]
column-header: Completion Time	[659, 678, 739, 704]
ad-title: Invitation for Tenders	[4, 62, 746, 89]
post-cell: ২.	[771, 292, 812, 334]
condition-text: লিখিত/মৌখিক পরীক্ষার ভিত্তিতে প্রার্থী নির্বাচন করা হবে।	[802, 607, 1504, 622]
eligibility-list	[215, 476, 742, 634]
row-number: ৩০।	[771, 1709, 805, 1725]
row-number: ২৭।	[771, 1663, 805, 1678]
limited-label: সীমিত	[1122, 1031, 1151, 1044]
row-number: 26	[5, 823, 27, 838]
section-label: ADVERTISEMENT	[629, 2, 888, 34]
condition-number: ৫।	[771, 592, 802, 607]
column-header: প্যাকেজের বিবরণ	[805, 1495, 873, 1524]
row-number: 10	[10, 1425, 32, 1440]
newspaper-name: The Daily Star	[1313, 4, 1426, 24]
post-cell: কোন স্বীকৃত বিশ্ববিদ্যালয় হ'তে কমপক্ষে গ্রেড পয়েন্ট 'বি'/দ্বিতীয় বিভাগে বি.এসসি অথবা সংশ্লিষ্ট ক্ষেত্রে ২ বছরের অভিজ্ঞতাসহ দ্বিতীয় শ্রেণীতে এইচ.এস.সি অথবা সমমানের পরীক্ষায় কমপক্ষে গ্রেড পয়েন্ট 'বি'/দ্বিতীয় বিভাগ। সংশ্লিষ্ট ক্ষেত্রে অভিজ্ঞদের বয়স শিথিলযোগ্য।	[1159, 390, 1467, 447]
table-row	[10, 1328, 741, 1342]
post-cell: কোন স্বীকৃত বিশ্ববিদ্যালয় হ'তে কমপক্ষে গ্রেড পয়েন্ট 'বি' অথবা দ্বিতীয় শ্রেণীর ডি.ভি.এম ডিগ্রিধারী হতে হবে। মাইক্রোবায়োলজীতে বিশেষভাবে ভ্যাকসিন বায়োটেকনোলজীতে এম.এস ডিগ্রিধারীদের অগ্রাধিকার দেয়া হবে।	[1159, 334, 1467, 390]
row-value: 16 October-2014 at 2:00 PM	[212, 335, 746, 349]
table-row	[10, 1551, 741, 1565]
row-number: 18	[10, 1551, 32, 1565]
website[interactable]: www.bgb.gov.bd	[771, 2377, 844, 2387]
row-label: Tender Last Selling Date	[32, 1523, 211, 1537]
row-value: Supply of Goods.	[211, 1791, 741, 1805]
section-header: FUNDING INFORMATION	[5, 227, 746, 240]
section-header: PROCURING ENTITY DETAILS	[5, 733, 746, 746]
package-code: U-2B	[805, 1601, 873, 1616]
item-quantity: ১৫,০০০টি	[1133, 1709, 1209, 1725]
table-row	[10, 1481, 741, 1495]
row-value: ৪৪.০২.১২৫৫.০১০.০৩.২৮১.১৪.০২	[990, 1195, 1504, 1211]
row-value: Supply of Goods	[211, 1342, 741, 1356]
table-row: 18 Eligibility of Tenderer: This invitation for Tender is open to all eligible Tenderers as mentioned in tender document and should meet the following pre-conditions. 1. The minimum number of years of general experience of the Tenderer in the construction works as Prime Contractor shall be 10 (Ten) years with having adequate experience of construction of steel structure building. 2. Having fully functional own Steel Fabricating Work Shop along with fabricating yard. 3. The minimum specific experience as a Prime Contractor in construction of steel works building of at least 1 (One) contract of similar nature, complexity and methods/construction technology successfully completed within the last 5 (Five) years, with a value of at least BDT 500 (Five hundred) millions (50 Crore) including minimum 15 (fifteen) Crore steel works in a single work order in government/semi-government/Autonomous organization/Government owned limited company of Bangladesh. 4. The required average annual construction turnover during the last 5 years shall be greater than BDT 900 (Nine hundred) millions (90 Crore). 5. The minimum amount of liquid assets or working capital or credit facilities in the form of bank confirmed credit certificate already available to the Tenderer shall be BDT 200 (Two hundred) millions (20 Crore). 6. To attache: Tender purchasing money receipt (original), up to date Trade license, Income Tax Clearance Certificate and VAT Registration Certificate from the NBR/Concern office tec. 7. Other required eligibility criteria & conditions have been mentioned in tender document	[5, 451, 746, 635]
column-header: দরপত্রের জামানত	[1209, 1495, 1300, 1524]
item-security: ৩৯,৫০০/-	[1209, 1725, 1300, 1740]
condition-number: ৬।	[771, 607, 802, 622]
column-header: বেতন গ্রেড	[1042, 220, 1089, 249]
page-header	[0, 0, 1512, 37]
row-value: Project Director, Establishment of Jessore Software Technology Park (1st revised) Project.	[212, 131, 746, 145]
row-label: দরপত্রের দলিলাদি গ্রহণ ও খোলা	[805, 1335, 990, 1350]
row-value: ১১ সেপ্টেম্বর ২০১৪ তারিখ ১২০০ ঘটিকা।	[990, 1303, 1504, 1319]
memo-number: Memo no:- 151/NINS/Store(Admin)./Tender Document/2014-15/231	[17, 1231, 360, 1245]
item-description: ক্যাপস ওয়াটার প্রুফ সাইজ-৫২	[873, 1524, 1134, 1539]
row-label: Tender Opening Date & Time	[32, 1551, 211, 1565]
row-value: Bangladesh Hi-Tech Park Authority (BHTPA)	[212, 117, 746, 131]
condition-text: লিখিত/মৌখিক পরীক্ষায় অংশগ্রহণের জন্য কোন প্রকার টিএ/ডিএ প্রদান করা হবে না।	[802, 622, 1504, 638]
table-row	[771, 1741, 1504, 1756]
post-cell: ৩০ বছর	[1467, 249, 1504, 291]
table-row	[10, 1536, 741, 1551]
table-row	[5, 268, 746, 282]
table-row	[5, 131, 746, 145]
table-row	[5, 307, 746, 321]
condition-text: চাকুরীরত প্রার্থীদের যথাযথ কর্তৃপক্ষের মাধ্যমে আবেদন করতে হবে।	[802, 533, 1504, 548]
row-number: 16	[5, 363, 27, 377]
row-number: 12	[5, 307, 27, 321]
row-label: Ministry/Division:	[27, 103, 212, 117]
row-number: 10	[5, 268, 27, 282]
row-number: ৪।	[771, 1195, 805, 1211]
row-label: Procurement Method:	[27, 213, 212, 228]
qualification-item: ক) হালনাগাদ ট্রেড লাইসেন্স ও আয়কর সনদপত্র এবং ভ্যাট নিবন্ধন সনদপত্র।	[993, 1380, 1312, 1393]
table-row	[5, 635, 746, 661]
signature-block: Md. Janangir Alam (Md. Janangir Alam) Project Director	[627, 1046, 738, 1102]
bgb-emblem-icon: বর্ডার গার্ড বাংলাদেশ	[815, 1044, 895, 1137]
post-cell: ১.	[771, 249, 812, 291]
row-label: দরপত্র বিক্রির শেষ তারিখ	[805, 1272, 990, 1288]
row-label: Price of Tender Document	[27, 661, 212, 675]
row-value: সদর দপ্তর বর্ডার গার্ড বাংলাদেশ, কিউ এন্ড অর্ডন্যান্স পরিদপ্তর, ঢাকা। ০৯ সেপ্টেম্বর ২০১৪ইং ১২০০ ঘটিকা।	[990, 1350, 1504, 1379]
row-number: 6	[5, 172, 27, 186]
row-number: 2	[5, 117, 27, 131]
row-number: ২২।	[771, 1585, 805, 1601]
row-value: 23/09/2014 (Office hour)	[211, 1523, 741, 1537]
row-label: Brief Description of Works:	[27, 635, 212, 661]
row-number: 13	[5, 321, 27, 336]
row-number: 15	[10, 1509, 32, 1523]
row-label: Invitation Reference No	[32, 1356, 211, 1370]
lot-table	[33, 678, 739, 730]
item-security: ২,২৪,০০০/-	[1209, 1524, 1300, 1539]
row-number: ৩।	[771, 1180, 805, 1195]
table-row	[5, 746, 746, 761]
condition-row	[771, 548, 1504, 591]
row-label: দরপত্র আহবানের সূত্র	[805, 1195, 990, 1211]
